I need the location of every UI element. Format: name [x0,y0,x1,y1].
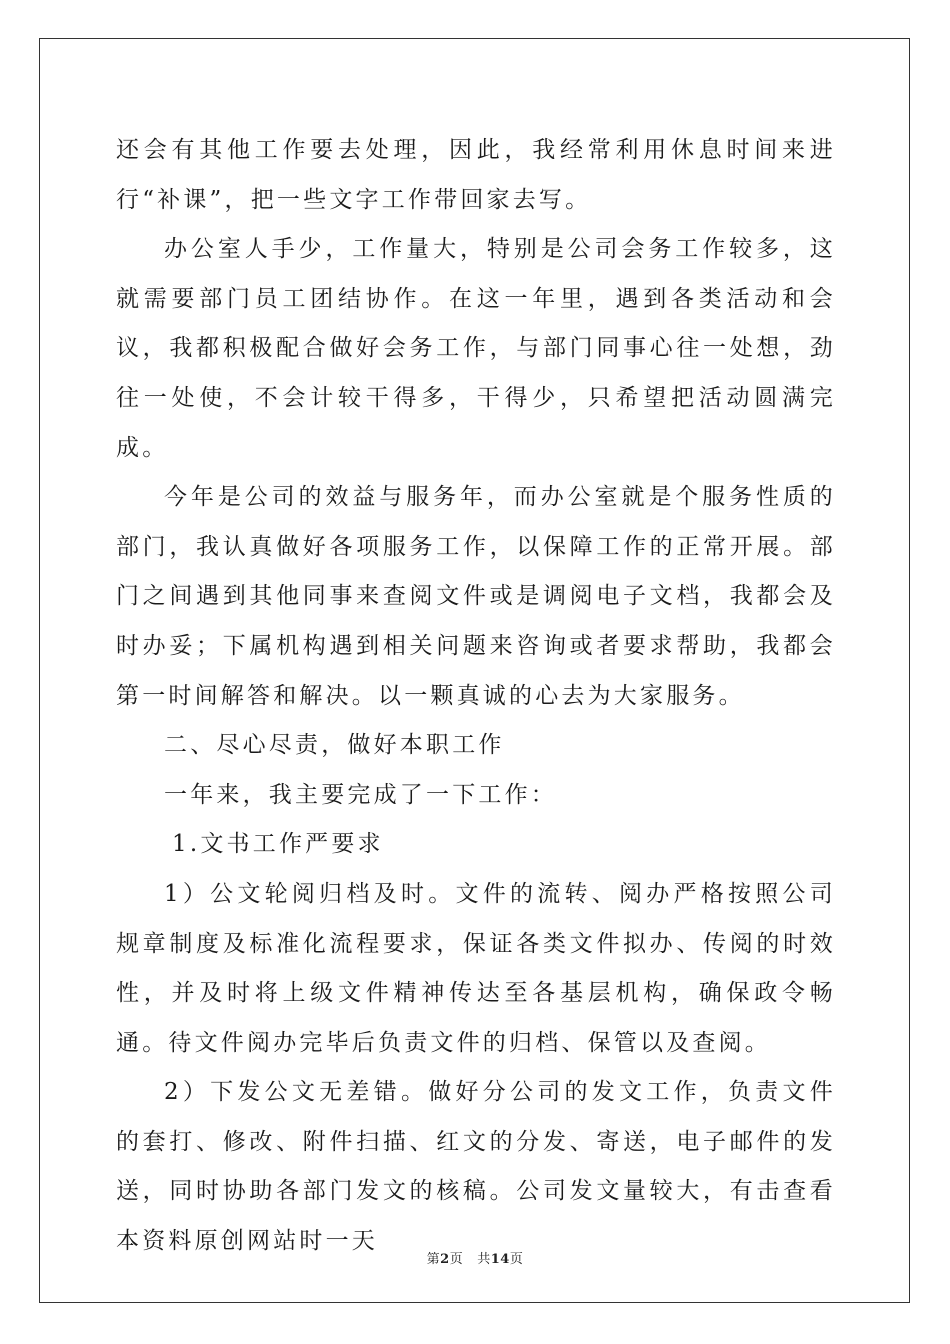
page-current: 2 [440,1252,450,1267]
list-item-2: 2）下发公文无差错。做好分公司的发文工作，负责文件的套打、修改、附件扫描、红文的分发、寄送，电子邮件的发送，同时协助各部门发文的核稿。公司发文量较大，有击查看本资料原创网站时一天 [116,1079,836,1255]
total-suffix: 页 [509,1252,524,1267]
page-total: 14 [490,1252,510,1267]
section-heading: 二、尽心尽责，做好本职工作 [164,732,505,759]
paragraph-continuation: 还会有其他工作要去处理，因此，我经常利用休息时间来进行“补课”，把一些文字工作带回家去写。 [116,137,836,213]
list-item-1: 1）公文轮阅归档及时。文件的流转、阅办严格按照公司规章制度及标准化流程要求，保证各类文件拟办、传阅的时效性，并及时将上级文件精神传达至各基层机构，确保政令畅通。待文件阅办完毕后负责文件的归档、保管以及查阅。 [116,880,836,1056]
subsection-heading: 1.文书工作严要求 [172,831,384,858]
page-prefix: 第 [426,1252,441,1267]
paragraph-intro-work: 一年来，我主要完成了一下工作： [164,781,557,808]
page-footer [0,1248,950,1267]
total-prefix: 共 [477,1252,491,1267]
paragraph-service-year: 今年是公司的效益与服务年，而办公室就是个服务性质的部门，我认真做好各项服务工作，以保障工作的正常开展。部门之间遇到其他同事来查阅文件或是调阅电子文档，我都会及时办妥；下属机构遇到相关问题来咨询或者要求帮助，我都会第一时间解答和解决。以一颗真诚的心去为大家服务。 [116,484,836,709]
document-body [116,126,836,1267]
paragraph-meeting-work: 办公室人手少，工作量大，特别是公司会务工作较多，这就需要部门员工团结协作。在这一年里，遇到各类活动和会议，我都积极配合做好会务工作，与部门同事心往一处想，劲往一处使，不会计较干得多，干得少，只希望把活动圆满完成。 [116,236,836,461]
page-suffix: 页 [449,1252,464,1267]
